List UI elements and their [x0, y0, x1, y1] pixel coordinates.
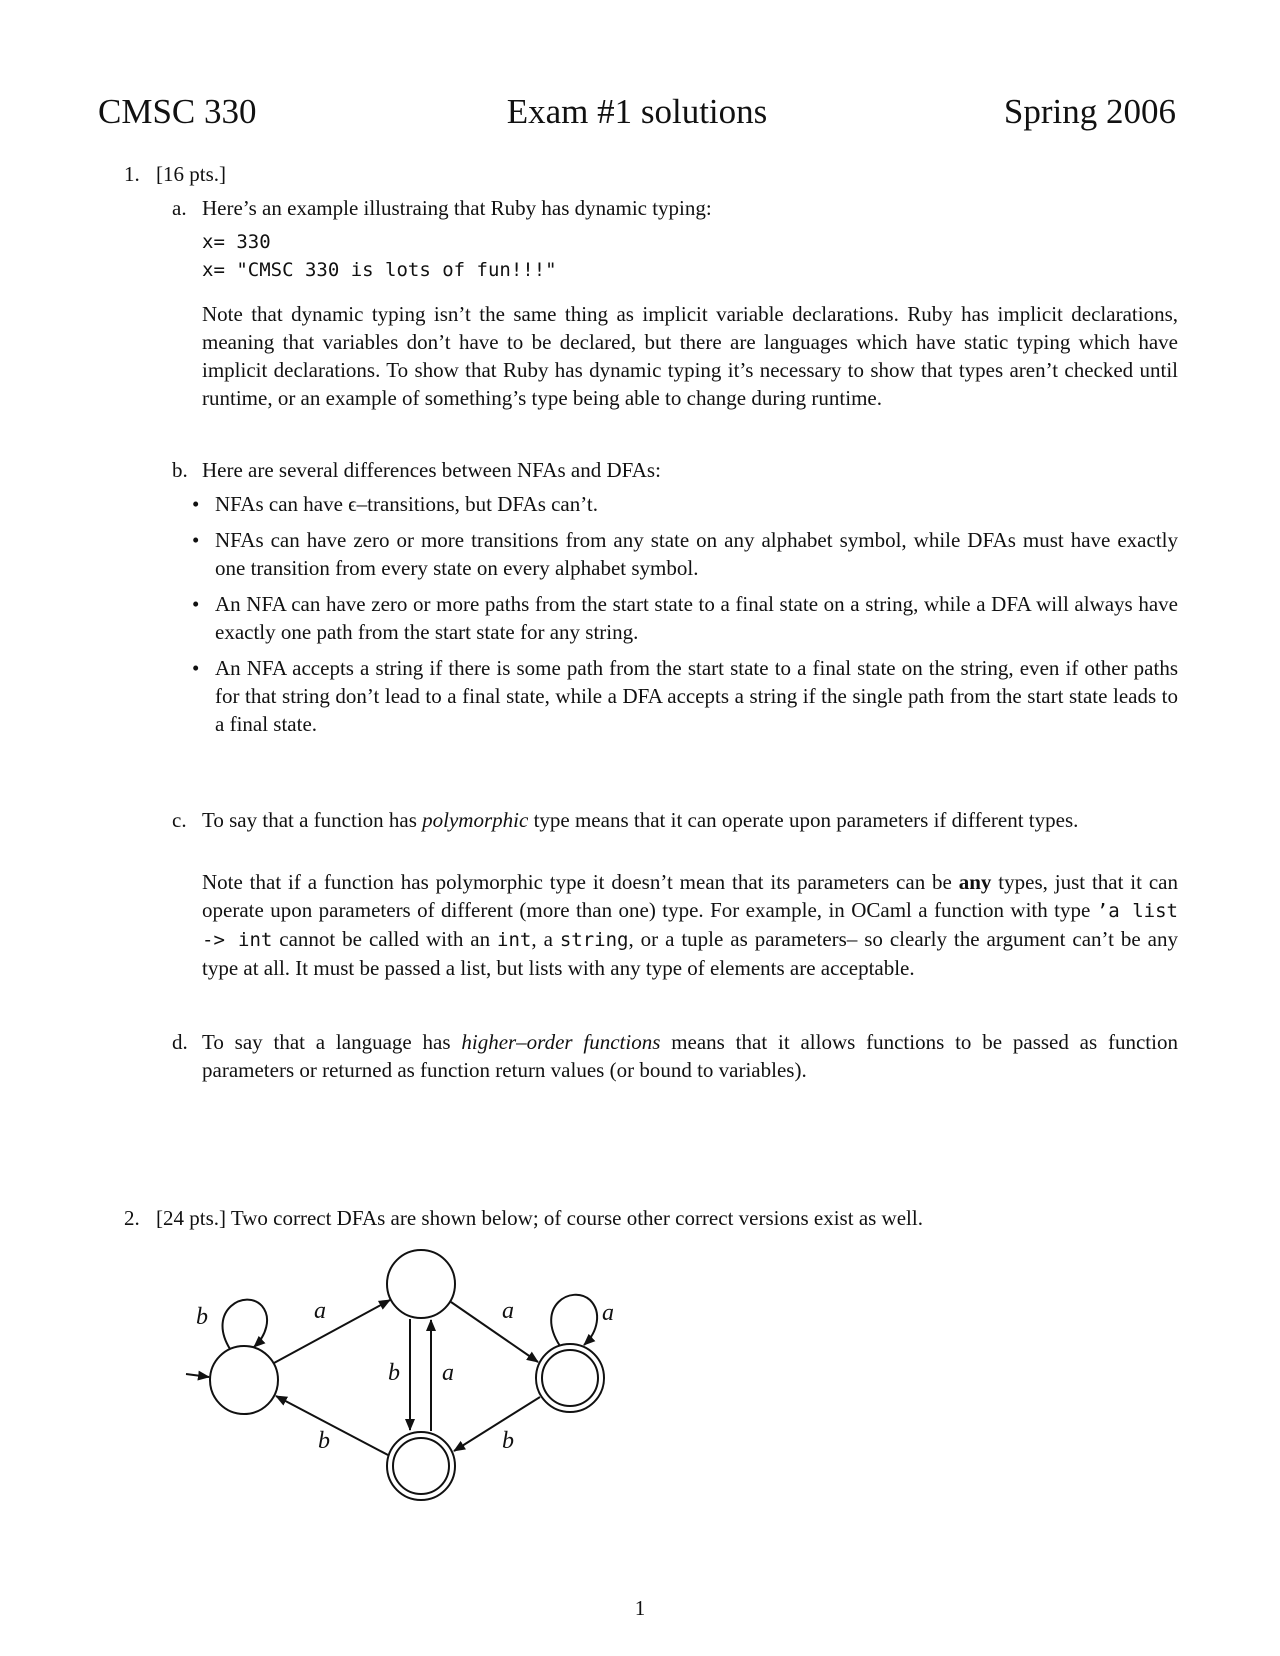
- state-start: [210, 1346, 278, 1414]
- page-number: 1: [634, 1596, 646, 1620]
- part-c-label: c.: [172, 808, 187, 832]
- part-a-label: a.: [172, 196, 187, 220]
- question-1-points: [16 pts.]: [156, 162, 226, 186]
- state-top: [387, 1250, 455, 1318]
- question-2-text: [24 pts.] Two correct DFAs are shown below; of course other correct versions exist as well.: [156, 1206, 923, 1230]
- part-c-note-5: , or a tuple as parameters– so clearly the argument can’t be any type at all. It must be passed a list, but lists with any type of elements are acceptable.: [202, 927, 1178, 980]
- code-line-2: x= "CMSC 330 is lots of fun!!!": [202, 259, 557, 281]
- code-line-1: x= 330: [202, 231, 271, 253]
- question-1-number: 1.: [124, 162, 140, 186]
- state-right-final-inner: [542, 1350, 598, 1406]
- label-right-bottom: b: [502, 1428, 514, 1454]
- label-bottom-start: b: [318, 1428, 330, 1454]
- code-string: string: [559, 929, 629, 951]
- label-bottom-top: a: [442, 1360, 454, 1386]
- higher-order-term: higher–order functions: [461, 1030, 661, 1054]
- part-c-note-3: cannot be called with an: [272, 927, 498, 951]
- edge-right-bottom: [454, 1397, 540, 1451]
- any-emphasis: any: [958, 870, 992, 894]
- part-c-text-2: type means that it can operate upon parameters if different types.: [528, 808, 1079, 832]
- part-d-label: d.: [172, 1030, 188, 1054]
- exam-term: Spring 2006: [1003, 92, 1176, 131]
- polymorphic-term: polymorphic: [422, 808, 529, 832]
- exam-title: Exam #1 solutions: [506, 92, 768, 131]
- label-self-loop-start: b: [196, 1304, 208, 1330]
- label-self-loop-right: a: [602, 1300, 614, 1326]
- label-top-right: a: [502, 1298, 514, 1324]
- part-a-note: Note that dynamic typing isn’t the same thing as implicit variable declarations. Ruby has implicit declarations, meaning that variables don’t have to be declared, but there are languages which have static typing which have implicit declarations. To show that Ruby has dynamic typing it’s necessary to show that types aren’t checked until runtime, or an example of something’s type being able to change during runtime.: [202, 302, 1178, 410]
- edge-bottom-start: [276, 1396, 388, 1455]
- code-type-signature: ’a list -> int: [202, 900, 1178, 951]
- part-c-note-2: types, just that it can operate upon parameters of different (more than one) type. For example, in OCaml a function with type: [202, 870, 1178, 922]
- difference-item-4: • An NFA accepts a string if there is some path from the start state to a final state on the string, even if other paths for that string don’t lead to a final state, while a DFA accepts a string if the single path from the start state leads to a final state.: [172, 654, 1178, 738]
- part-b-intro: Here are several differences between NFAs and DFAs:: [202, 458, 661, 482]
- course-code: CMSC 330: [98, 92, 257, 131]
- state-right-final-outer: [536, 1344, 604, 1412]
- question-2-number: 2.: [124, 1206, 140, 1230]
- difference-item-1: • NFAs can have ϵ–transitions, but DFAs can’t.: [172, 490, 1178, 518]
- self-loop-right: [551, 1295, 597, 1346]
- edge-start-top: [274, 1300, 390, 1363]
- edge-top-right: [451, 1302, 538, 1362]
- self-loop-start: [223, 1300, 268, 1349]
- label-start-top: a: [314, 1298, 326, 1324]
- difference-item-2: • NFAs can have zero or more transitions from any state on any alphabet symbol, while DFAs must have exactly one transition from every state on every alphabet symbol.: [172, 526, 1178, 582]
- difference-item-3: • An NFA can have zero or more paths from the start state to a final state on a string, while a DFA will always have exactly one path from the start state for any string.: [172, 590, 1178, 646]
- state-bottom-final-inner: [393, 1438, 449, 1494]
- code-int: int: [497, 929, 532, 951]
- part-d-text-2: means that it allows functions to be passed as function parameters or returned as function return values (or bound to variables).: [202, 1030, 1178, 1082]
- part-b-label: b.: [172, 458, 188, 482]
- part-c-note-1: Note that if a function has polymorphic type it doesn’t mean that its parameters can be: [202, 870, 959, 894]
- part-c-text-1: To say that a function has: [202, 808, 423, 832]
- part-c-note-4: , a: [531, 927, 560, 951]
- part-a-intro: Here’s an example illustraing that Ruby has dynamic typing:: [202, 196, 712, 220]
- label-top-bottom: b: [388, 1360, 400, 1386]
- start-arrow: [186, 1374, 209, 1377]
- state-bottom-final-outer: [387, 1432, 455, 1500]
- part-d-text-1: To say that a language has: [202, 1030, 462, 1054]
